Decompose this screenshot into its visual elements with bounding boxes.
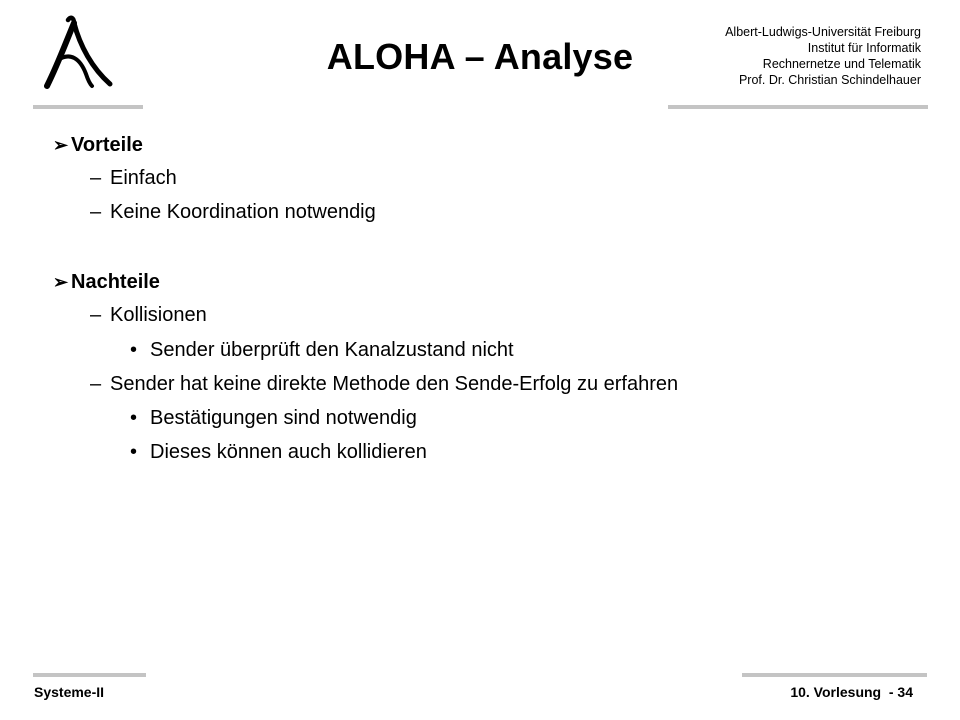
dash-bullet: – xyxy=(90,167,102,189)
dot-bullet: • xyxy=(130,441,138,463)
section-vorteile xyxy=(53,134,143,157)
footer-lecture-page: 10. Vorlesung - 34 xyxy=(790,684,913,700)
section-label: Vorteile xyxy=(71,134,143,156)
list-item xyxy=(90,201,376,224)
institution-line: Prof. Dr. Christian Schindelhauer xyxy=(738,73,921,87)
footer-rule-right xyxy=(742,673,927,677)
list-item xyxy=(90,167,177,190)
footer-rule-left xyxy=(33,673,146,677)
list-item xyxy=(130,441,427,464)
section-nachteile xyxy=(53,271,160,294)
list-item-text: Bestätigungen sind notwendig xyxy=(150,407,417,429)
list-item-text: Einfach xyxy=(110,167,177,189)
list-item-text: Sender hat keine direkte Methode den Sende-Erfolg zu erfahren xyxy=(110,373,679,395)
list-item xyxy=(130,339,514,362)
list-item-text: Sender überprüft den Kanalzustand nicht xyxy=(150,339,514,361)
institution-line: Rechnernetze und Telematik xyxy=(762,57,921,71)
arrow-bullet-icon: ➢ xyxy=(53,272,69,292)
list-item xyxy=(90,304,207,327)
list-item-text: Dieses können auch kollidieren xyxy=(150,441,427,463)
list-item-text: Kollisionen xyxy=(110,304,207,326)
list-item-text: Keine Koordination notwendig xyxy=(110,201,376,223)
page-title: ALOHA – Analyse xyxy=(326,36,634,77)
arrow-bullet-icon: ➢ xyxy=(53,135,69,155)
dot-bullet: • xyxy=(130,407,138,429)
section-label: Nachteile xyxy=(71,271,160,293)
dash-bullet: – xyxy=(90,201,102,223)
institution-line: Albert-Ludwigs-Universität Freiburg xyxy=(725,25,921,39)
dash-bullet: – xyxy=(90,304,102,326)
dot-bullet: • xyxy=(130,339,138,361)
list-item xyxy=(90,373,678,396)
institution-line: Institut für Informatik xyxy=(807,41,921,55)
dash-bullet: – xyxy=(90,373,102,395)
list-item xyxy=(130,407,417,430)
footer-course-name: Systeme-II xyxy=(34,684,105,700)
